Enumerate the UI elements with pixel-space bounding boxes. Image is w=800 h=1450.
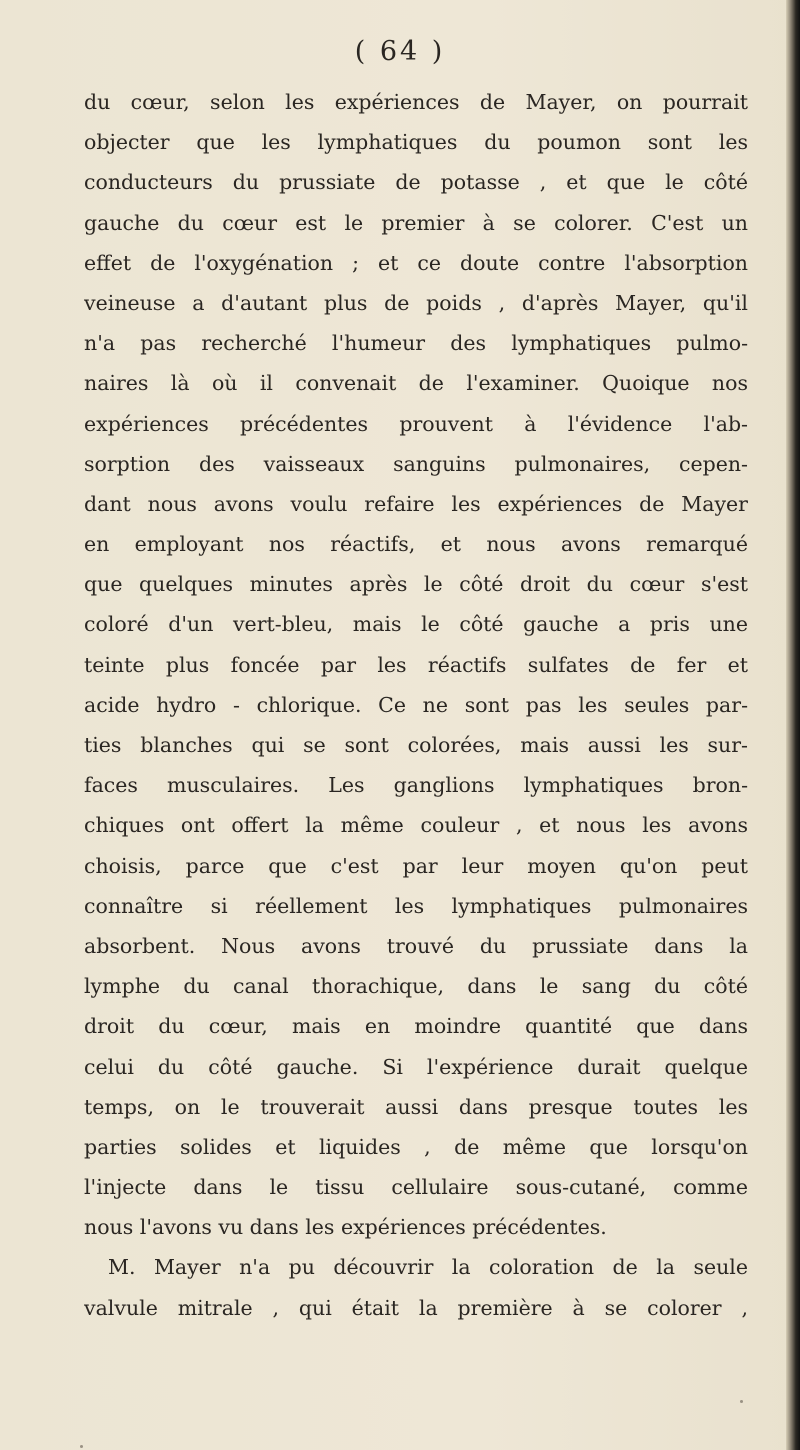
text-line: absorbent. Nous avons trouvé du prussiate dans la (84, 933, 748, 958)
text-line: parties solides et liquides , de même que lorsqu'on (84, 1134, 748, 1159)
text-line: gauche du cœur est le premier à se colorer. C'est un (84, 210, 748, 235)
text-line: l'injecte dans le tissu cellulaire sous-cutané, comme (84, 1175, 748, 1200)
text-line: que quelques minutes après le côté droit du cœur s'est (84, 572, 748, 597)
text-line: temps, on le trouverait aussi dans presque toutes les (84, 1094, 748, 1119)
text-line: M. Mayer n'a pu découvrir la coloration de la seule (108, 1255, 748, 1280)
text-line: connaître si réellement les lymphatiques pulmonaires (84, 893, 748, 918)
paper-speck (740, 1400, 743, 1403)
text-line: sorption des vaisseaux sanguins pulmonaires, cepen- (84, 451, 748, 476)
text-line: faces musculaires. Les ganglions lymphatiques bron- (84, 773, 748, 798)
text-line: celui du côté gauche. Si l'expérience durait quelque (84, 1054, 748, 1079)
text-line: ties blanches qui se sont colorées, mais aussi les sur- (84, 733, 748, 757)
text-line: en employant nos réactifs, et nous avons remarqué (84, 532, 748, 557)
book-spine-shadow (786, 0, 800, 1450)
text-line: naires là où il convenait de l'examiner. Quoique nos (84, 371, 748, 396)
text-line: coloré d'un vert-bleu, mais le côté gauche a pris une (84, 612, 748, 637)
paper-speck (80, 1445, 83, 1448)
text-line: valvule mitrale , qui était la première à se colorer , (84, 1295, 748, 1320)
text-line: nous l'avons vu dans les expériences précédentes. (84, 1215, 607, 1240)
text-line: n'a pas recherché l'humeur des lymphatiques pulmo- (84, 331, 748, 356)
text-line: teinte plus foncée par les réactifs sulfates de fer et (84, 652, 748, 677)
text-line: effet de l'oxygénation ; et ce doute contre l'absorption (84, 250, 748, 275)
text-line: droit du cœur, mais en moindre quantité que dans (84, 1014, 748, 1039)
text-line: acide hydro - chlorique. Ce ne sont pas les seules par- (84, 692, 748, 717)
text-line: expériences précédentes prouvent à l'évidence l'ab- (84, 411, 748, 436)
text-line: dant nous avons voulu refaire les expériences de Mayer (84, 491, 748, 516)
body-text (84, 82, 748, 1328)
page-number: ( 64 ) (354, 36, 446, 67)
text-line: chiques ont offert la même couleur , et nous les avons (84, 813, 748, 838)
text-line: objecter que les lymphatiques du poumon sont les (84, 130, 748, 155)
text-line: lymphe du canal thorachique, dans le sang du côté (84, 974, 748, 999)
text-line: veineuse a d'autant plus de poids , d'après Mayer, qu'il (84, 290, 748, 315)
text-line: choisis, parce que c'est par leur moyen qu'on peut (84, 853, 748, 878)
text-line: du cœur, selon les expériences de Mayer, on pourrait (84, 90, 748, 114)
text-line: conducteurs du prussiate de potasse , et que le côté (84, 170, 748, 195)
